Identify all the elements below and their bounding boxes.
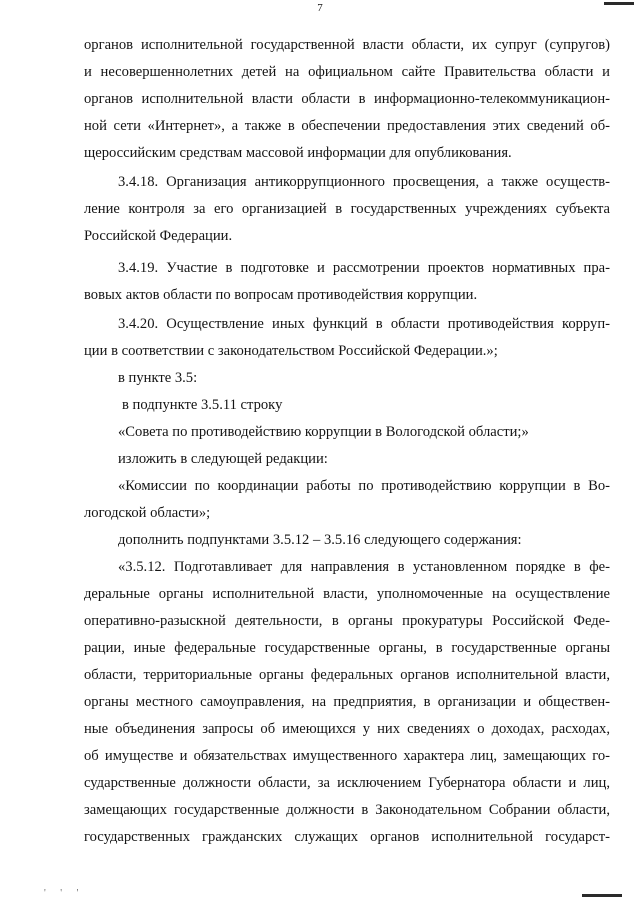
scan-edge-mark-bottom-right — [582, 894, 622, 897]
scan-edge-mark-top — [604, 2, 634, 5]
text-line: деральные органы исполнительной власти, уполномоченные на осуществление — [84, 586, 610, 602]
paragraph-3-4-19-start: 3.4.19. Участие в подготовке и рассмотрении проектов нормативных пра- — [118, 260, 610, 276]
text-line: рации, иные федеральные государственные органы, в государственные органы — [84, 640, 610, 656]
text-line: области, территориальные органы федеральных органов исполнительной власти, — [84, 667, 610, 683]
scan-edge-marks-bottom-left: ' ' ' — [44, 888, 85, 899]
text-line: ные объединения запросы об имеющихся у них сведениях о доходах, расходах, — [84, 721, 610, 737]
text-line: логодской области»; — [84, 505, 211, 521]
text-line: ление контроля за его организацией в государственных учреждениях субъекта — [84, 201, 610, 217]
text-line: замещающих государственные должности в Законодательном Собрании области, — [84, 802, 610, 818]
paragraph-subpoint-3-5-11: в подпункте 3.5.11 строку — [122, 397, 283, 413]
text-line: органы местного самоуправления, на предприятия, в организации и обществен- — [84, 694, 610, 710]
text-line: государственных гражданских служащих органов исполнительной государст- — [84, 829, 610, 845]
text-line: вовых актов области по вопросам противодействия коррупции. — [84, 287, 478, 303]
quoted-new-text: «Комиссии по координации работы по противодействию коррупции в Во- — [118, 478, 610, 494]
paragraph-3-4-18-start: 3.4.18. Организация антикоррупционного просвещения, а также осуществ- — [118, 174, 610, 190]
text-line: изложить в следующей редакции: — [118, 451, 328, 467]
text-line: Российской Федерации. — [84, 228, 233, 244]
text-line: органов исполнительной власти области в информационно-телекоммуникацион- — [84, 91, 610, 107]
paragraph-3-4-20-start: 3.4.20. Осуществление иных функций в области противодействия корруп- — [118, 316, 610, 332]
text-line: ции в соответствии с законодательством Российской Федерации.»; — [84, 343, 498, 359]
paragraph-3-5-12-start: «3.5.12. Подготавливает для направления в установленном порядке в фе- — [118, 559, 610, 575]
text-line: об имуществе и обязательствах имущественного характера лиц, замещающих го- — [84, 748, 610, 764]
text-line: сударственные должности области, за исключением Губернатора области и лиц, — [84, 775, 610, 791]
text-line: органов исполнительной государственной власти области, их супруг (супругов) — [84, 37, 610, 53]
paragraph-add-subpoints: дополнить подпунктами 3.5.12 – 3.5.16 следующего содержания: — [118, 532, 522, 548]
text-line: щероссийским средствам массовой информации для опубликования. — [84, 145, 512, 161]
paragraph-point-3-5: в пункте 3.5: — [118, 370, 198, 386]
quoted-old-text: «Совета по противодействию коррупции в Вологодской области;» — [118, 424, 529, 440]
text-line: и несовершеннолетних детей на официальном сайте Правительства области и — [84, 64, 610, 80]
page-number: 7 — [317, 2, 323, 14]
document-body — [84, 32, 610, 851]
text-line: ной сети «Интернет», а также в обеспечении предоставления этих сведений об- — [84, 118, 610, 134]
text-line: оперативно-разыскной деятельности, в органы прокуратуры Российской Феде- — [84, 613, 610, 629]
